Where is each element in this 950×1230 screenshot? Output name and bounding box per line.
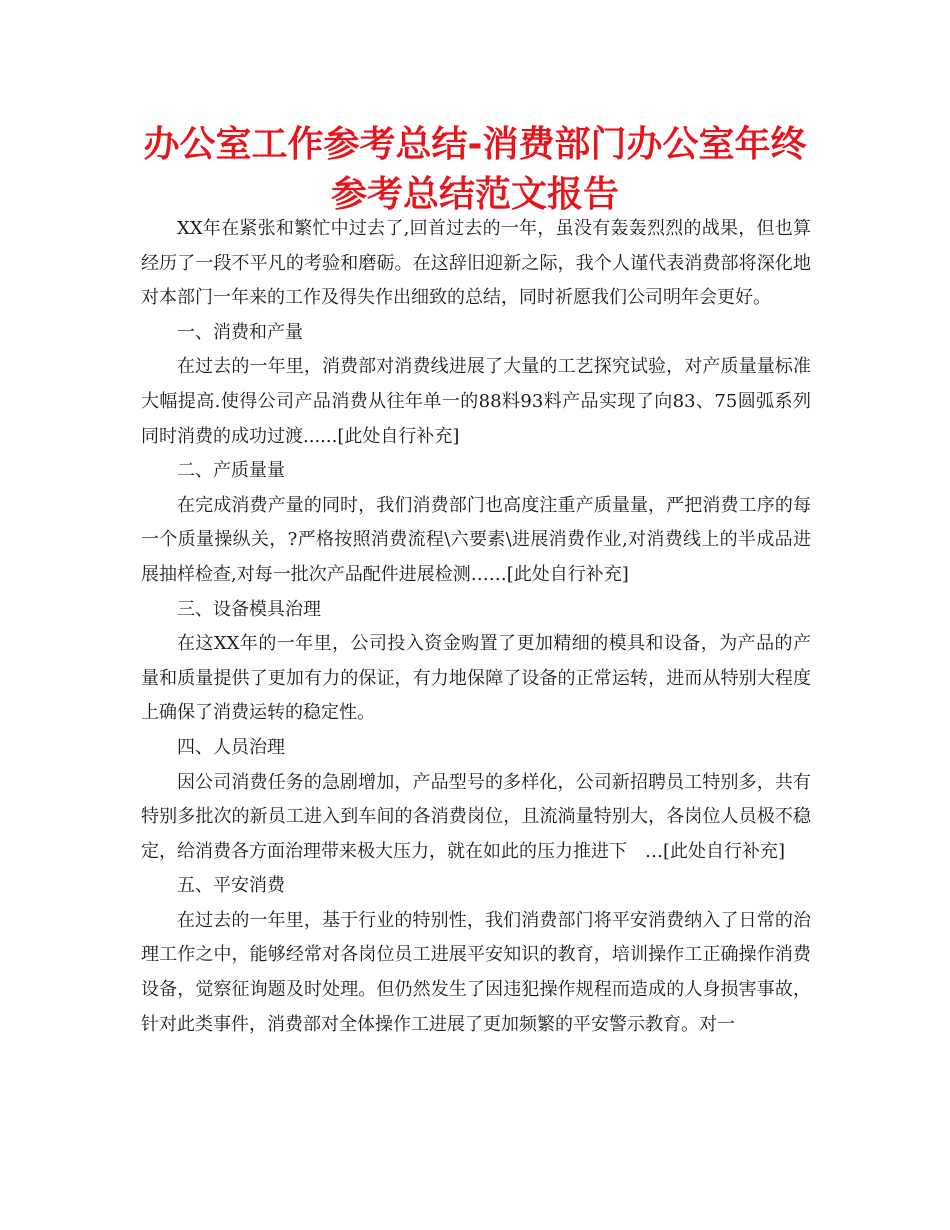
section-heading: 一、消费和产量	[177, 321, 303, 343]
intro-paragraph: XX年在紧张和繁忙中过去了,回首过去的一年，虽没有轰轰烈烈的战果，但也算经历了一段不平凡的考验和磨砺。在这辞旧迎新之际，我个人谨代表消费部将深化地对本部门一年来的工作及得失作出细致的总结，同时祈愿我们公司明年会更好。	[141, 218, 811, 309]
document-title: 办公室工作参考总结-消费部门办公室年终参考总结范文报告	[143, 124, 807, 215]
section-heading: 四、人员治理	[177, 736, 285, 758]
body-paragraph: 在过去的一年里，基于行业的特别性，我们消费部门将平安消费纳入了日常的治理工作之中，能够经常对各岗位员工进展平安知识的教育，培训操作工正确操作消费设备，觉察征询题及时处理。但仍然发生了因违犯操作规程而造成的人身损害事故，针对此类事件，消费部对全体操作工进展了更加频繁的平安警示教育。对一	[141, 909, 811, 1035]
section-heading: 五、平安消费	[177, 875, 285, 897]
body-paragraph: 因公司消费任务的急剧增加，产品型号的多样化，公司新招聘员工特别多，共有特别多批次的新员工进入到车间的各消费岗位，且流淌量特别大，各岗位人员极不稳定，给消费各方面治理带来极大压力，就在如此的压力推进下 …[此处自行补充]	[141, 771, 811, 862]
document-body	[141, 212, 811, 1042]
body-paragraph: 在过去的一年里，消费部对消费线进展了大量的工艺探究试验，对产质量量标准大幅提高.使得公司产品消费从往年单一的88料93料产品实现了向83、75圆弧系列同时消费的成功过渡......[此处自行补充]	[141, 356, 811, 447]
body-paragraph: 在这XX年的一年里，公司投入资金购置了更加精细的模具和设备，为产品的产量和质量提供了更加有力的保证，有力地保障了设备的正常运转，进而从特别大程度上确保了消费运转的稳定性。	[141, 633, 811, 724]
section-heading: 二、产质量量	[177, 460, 285, 482]
body-paragraph: 在完成消费产量的同时，我们消费部门也高度注重产质量量，严把消费工序的每一个质量操纵关，?严格按照消费流程\六要素\进展消费作业,对消费线上的半成品进展抽样检查,对每一批次产品配件进展检测……[此处自行补充]	[141, 494, 811, 585]
section-heading: 三、设备模具治理	[177, 598, 321, 620]
